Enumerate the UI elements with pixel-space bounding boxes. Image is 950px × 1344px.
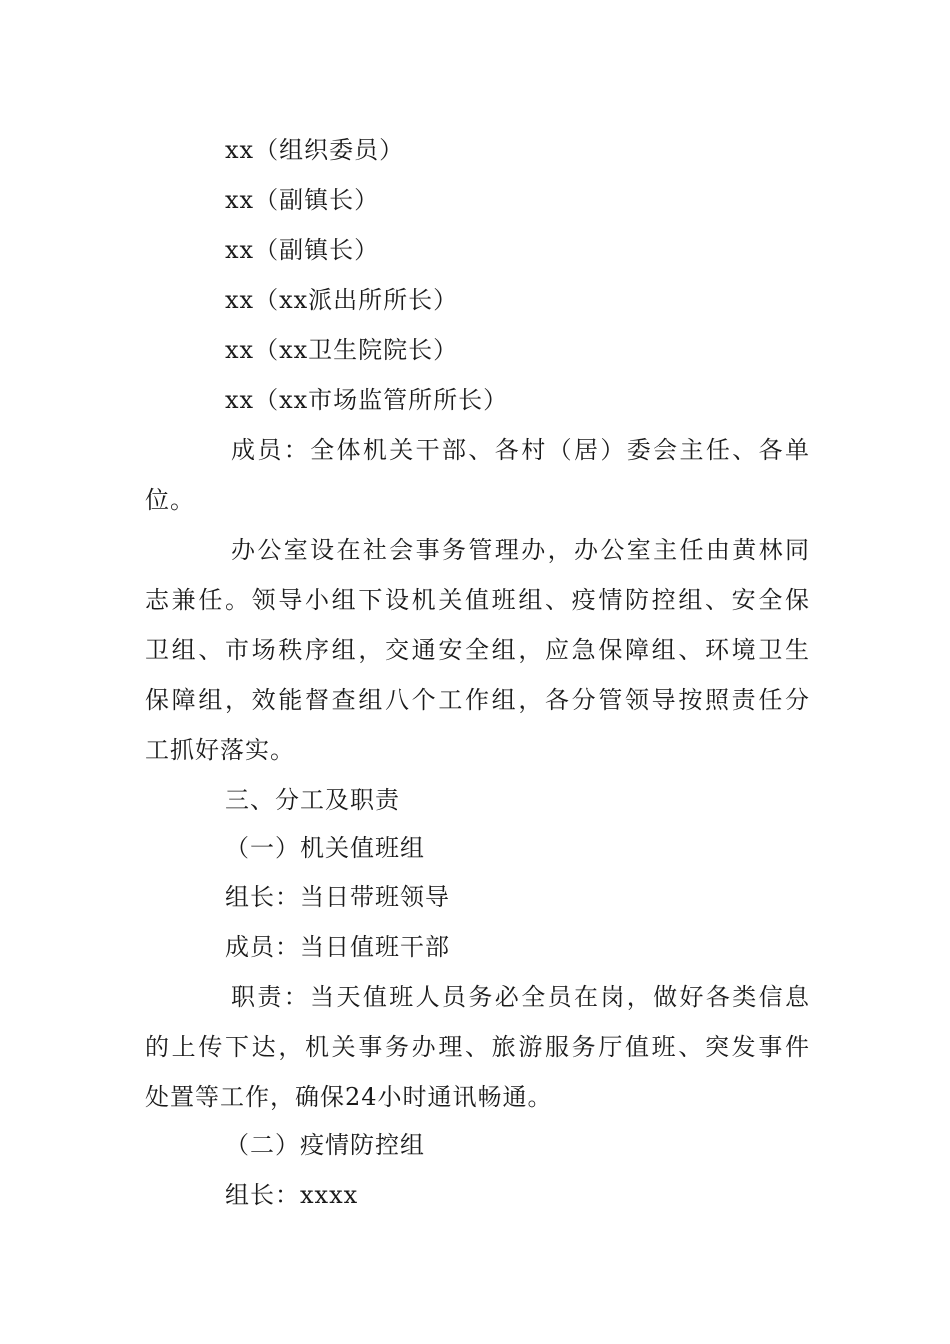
member-line-deputy-mayor-2: xx（副镇长） <box>225 236 380 264</box>
members-paragraph-line-2: 位。 <box>145 486 195 514</box>
members-paragraph-line-1: 成员：全体机关干部、各村（居）委会主任、各单 <box>231 436 810 464</box>
member-line-health: xx（xx卫生院院长） <box>225 336 459 364</box>
subsection-heading-2: （二）疫情防控组 <box>225 1131 425 1159</box>
epidemic-group-leader: 组长：xxxx <box>225 1181 359 1209</box>
duty-paragraph-line-3: 处置等工作，确保24小时通讯畅通。 <box>145 1083 553 1111</box>
duty-group-leader: 组长：当日带班领导 <box>225 883 450 911</box>
member-line-market: xx（xx市场监管所所长） <box>225 386 509 414</box>
member-line-organization: xx（组织委员） <box>225 136 405 164</box>
office-paragraph-line-2: 志兼任。领导小组下设机关值班组、疫情防控组、安全保 <box>145 586 810 614</box>
duty-paragraph-line-2: 的上传下达，机关事务办理、旅游服务厅值班、突发事件 <box>145 1033 810 1061</box>
office-paragraph-line-1: 办公室设在社会事务管理办，办公室主任由黄林同 <box>231 536 810 564</box>
member-line-police: xx（xx派出所所长） <box>225 286 459 314</box>
section-heading-3: 三、分工及职责 <box>225 786 400 814</box>
office-paragraph-line-3: 卫组、市场秩序组，交通安全组，应急保障组、环境卫生 <box>145 636 810 664</box>
office-paragraph-line-4: 保障组，效能督查组八个工作组，各分管领导按照责任分 <box>145 686 810 714</box>
subsection-heading-1: （一）机关值班组 <box>225 834 425 862</box>
duty-group-members: 成员：当日值班干部 <box>225 933 450 961</box>
office-paragraph-line-5: 工抓好落实。 <box>145 736 295 764</box>
duty-paragraph-line-1: 职责：当天值班人员务必全员在岗，做好各类信息 <box>231 983 810 1011</box>
member-line-deputy-mayor-1: xx（副镇长） <box>225 186 380 214</box>
